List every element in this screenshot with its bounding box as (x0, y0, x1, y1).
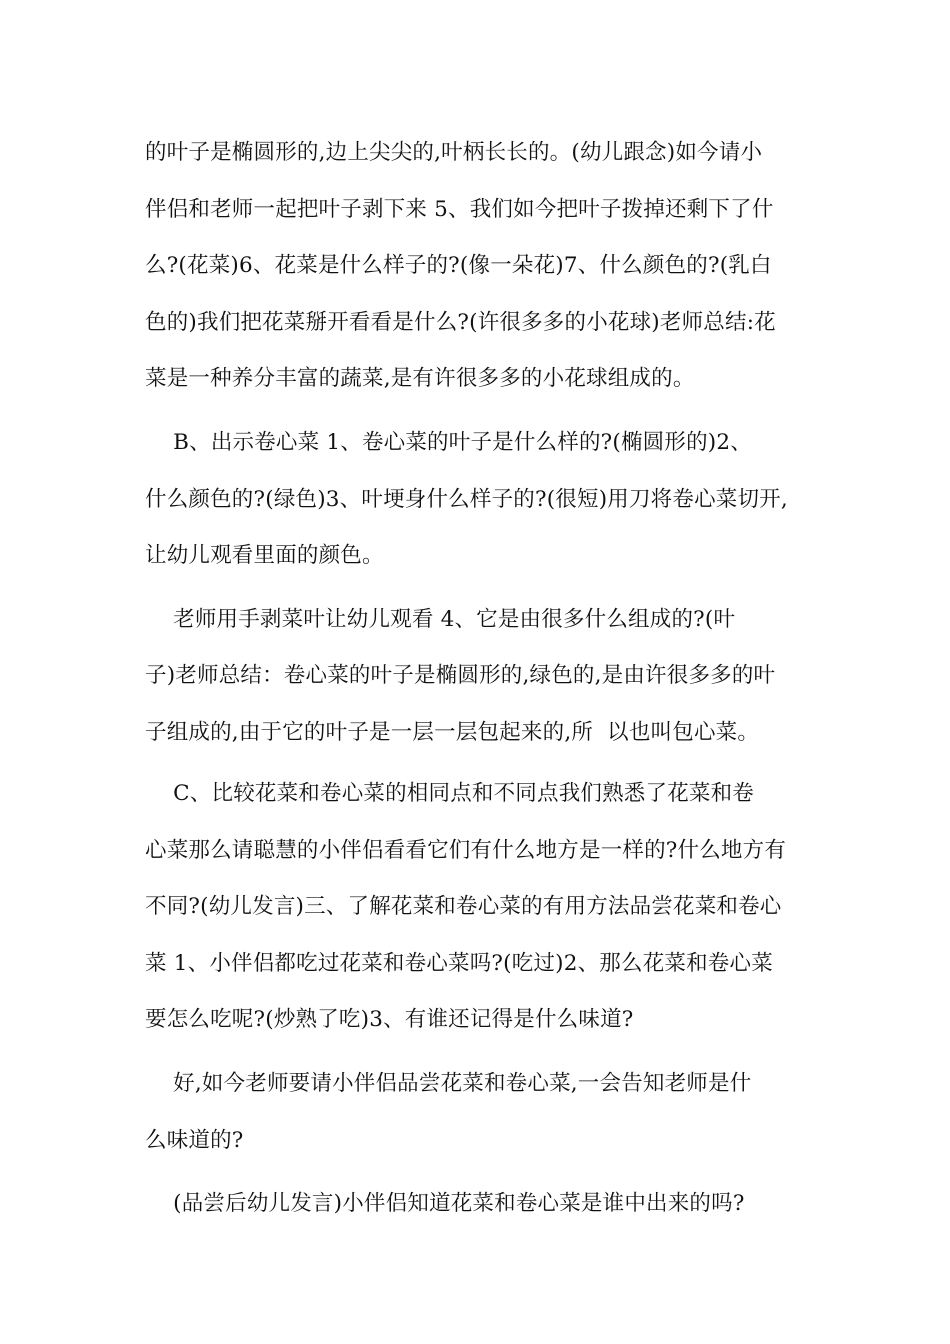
text-line: 子组成的,由于它的叶子是一层一层包起来的,所 以也叫包心菜。 (145, 720, 760, 745)
text-line: 什么颜色的?(绿色)3、叶埂身什么样子的?(很短)用刀将卷心菜切开, (145, 487, 788, 512)
text-line: 的叶子是椭圆形的,边上尖尖的,叶柄长长的。(幼儿跟念)如今请小 (145, 140, 763, 165)
text-line: B、出示卷心菜 1、卷心菜的叶子是什么样的?(椭圆形的)2、 (145, 430, 752, 455)
text-line: 好,如今老师要请小伴侣品尝花菜和卷心菜,一会告知老师是什 (145, 1071, 752, 1096)
text-line: 么味道的? (145, 1128, 244, 1153)
text-line: 心菜那么请聪慧的小伴侣看看它们有什么地方是一样的?什么地方有 (145, 838, 787, 863)
text-line: 伴侣和老师一起把叶子剥下来 5、我们如今把叶子拨掉还剩下了什 (145, 197, 774, 222)
text-line: 不同?(幼儿发言)三、了解花菜和卷心菜的有用方法品尝花菜和卷心 (145, 894, 782, 919)
text-line: 菜 1、小伴侣都吃过花菜和卷心菜吗?(吃过)2、那么花菜和卷心菜 (145, 951, 773, 976)
text-line: 色的)我们把花菜掰开看看是什么?(许很多多的小花球)老师总结:花 (145, 310, 776, 335)
text-line: 子)老师总结：卷心菜的叶子是椭圆形的,绿色的,是由许很多多的叶 (145, 663, 776, 688)
text-line: 要怎么吃呢?(炒熟了吃)3、有谁还记得是什么味道? (145, 1007, 634, 1032)
text-line: 菜是一种养分丰富的蔬菜,是有许很多多的小花球组成的。 (145, 366, 695, 391)
text-line: 老师用手剥菜叶让幼儿观看 4、它是由很多什么组成的?(叶 (145, 607, 736, 632)
text-line: (品尝后幼儿发言)小伴侣知道花菜和卷心菜是谁中出来的吗? (145, 1191, 745, 1216)
text-line: C、比较花菜和卷心菜的相同点和不同点我们熟悉了花菜和卷 (145, 781, 754, 806)
text-line: 么?(花菜)6、花菜是什么样子的?(像一朵花)7、什么颜色的?(乳白 (145, 253, 772, 278)
text-line: 让幼儿观看里面的颜色。 (145, 543, 384, 568)
